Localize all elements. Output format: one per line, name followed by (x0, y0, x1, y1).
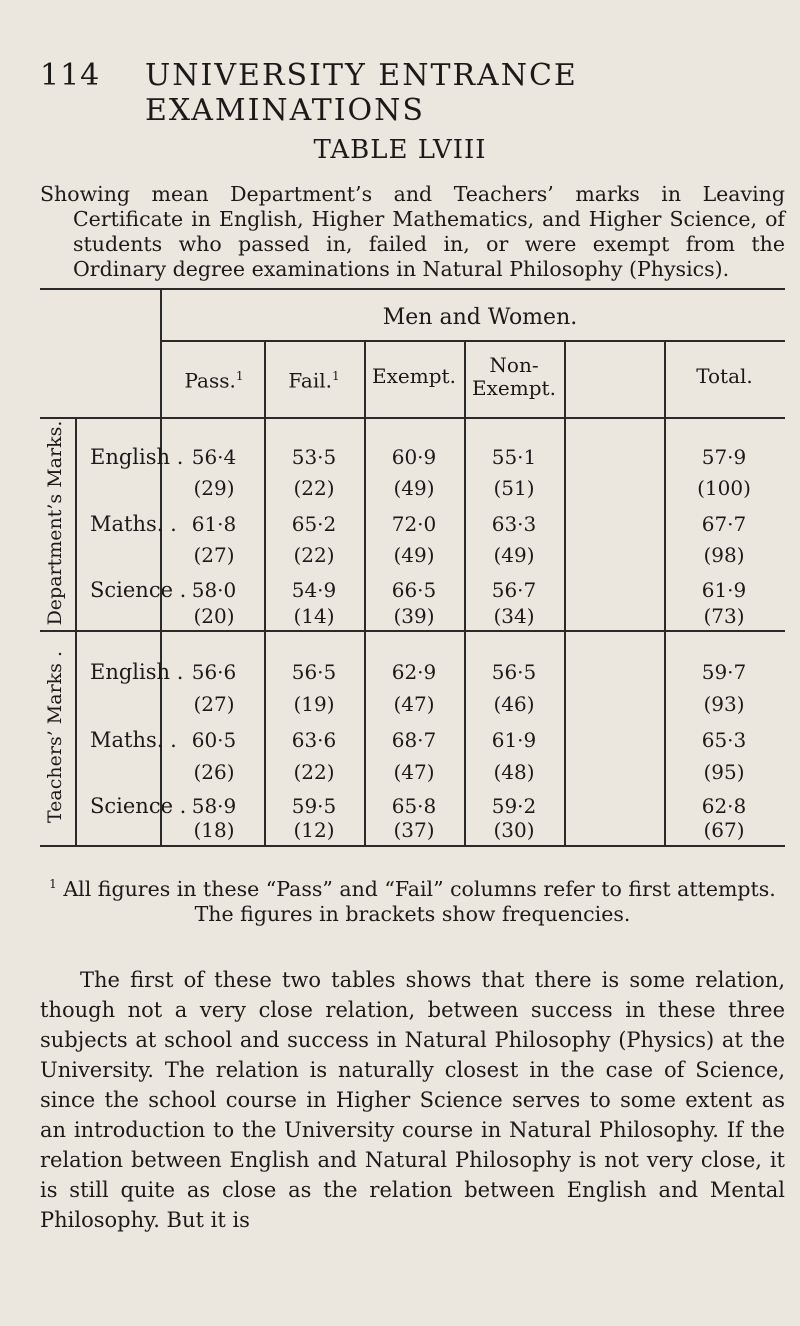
table-cell: 60·9 (391, 445, 437, 469)
side-label-divider (75, 418, 77, 845)
footnote-marker: 1 (235, 369, 244, 383)
freq-cell: (22) (293, 760, 335, 784)
row-label: Science . (90, 578, 187, 602)
col-header-non-exempt (464, 354, 564, 400)
freq-cell: (49) (393, 543, 435, 567)
freq-cell: (20) (193, 604, 235, 628)
table-cell: 59·5 (291, 794, 337, 818)
table-cell: 55·1 (491, 445, 537, 469)
freq-cell: (100) (697, 476, 751, 500)
table-cell: 58·0 (191, 578, 237, 602)
table-cell: 65·3 (701, 728, 747, 752)
freq-cell: (37) (393, 818, 435, 842)
section-label-teachers: Teachers’ Marks . (44, 651, 66, 824)
freq-cell: (93) (703, 692, 745, 716)
freq-cell: (27) (193, 692, 235, 716)
col-non-exempt-line1: Non- (489, 353, 539, 377)
freq-cell: (73) (703, 604, 745, 628)
table-title: TABLE LVIII (313, 135, 487, 165)
col-header-fail (264, 365, 364, 393)
table-cell: 59·7 (701, 660, 747, 684)
freq-cell: (51) (493, 476, 535, 500)
table-cell: 53·5 (291, 445, 337, 469)
table-cell: 58·9 (191, 794, 237, 818)
table-cell: 65·2 (291, 512, 337, 536)
freq-cell: (95) (703, 760, 745, 784)
row-label: English . (90, 445, 184, 469)
col-header-pass (164, 365, 264, 393)
stub-divider (160, 288, 162, 845)
table-cell: 67·7 (701, 512, 747, 536)
table-bottom-rule (40, 845, 785, 847)
freq-cell: (47) (393, 760, 435, 784)
col-fail-label: Fail. (288, 368, 332, 393)
freq-cell: (12) (293, 818, 335, 842)
table-caption (40, 182, 785, 282)
row-label: Science . (90, 794, 187, 818)
table-cell: 56·7 (491, 578, 537, 602)
footnote-marker: 1 (49, 877, 57, 891)
running-title: UNIVERSITY ENTRANCE EXAMINATIONS (145, 58, 578, 128)
col-divider-non-exempt (564, 341, 566, 845)
freq-cell: (98) (703, 543, 745, 567)
row-label: English . (90, 660, 184, 684)
freq-cell: (47) (393, 692, 435, 716)
table-cell: 66·5 (391, 578, 437, 602)
freq-cell: (29) (193, 476, 235, 500)
table-cell: 63·6 (291, 728, 337, 752)
table-cell: 59·2 (491, 794, 537, 818)
table-cell: 57·9 (701, 445, 747, 469)
freq-cell: (26) (193, 760, 235, 784)
table-cell: 56·4 (191, 445, 237, 469)
table-cell: 65·8 (391, 794, 437, 818)
col-divider-total (664, 341, 666, 845)
row-label: Maths. . (90, 512, 177, 536)
freq-cell: (19) (293, 692, 335, 716)
table-footnote (40, 872, 785, 927)
group-header: Men and Women. (382, 305, 578, 330)
freq-cell: (49) (393, 476, 435, 500)
table-cell: 56·6 (191, 660, 237, 684)
section-divider-rule (40, 630, 785, 632)
page-header (40, 58, 800, 128)
body-paragraph: The first of these two tables shows that there is some relation, though not a very close relation, between success in these three subjects at school and success in Natural Philosophy (Physics) at the University. The relation is naturally closest in the case of Science, since the school course in Higher Science serves to some extent as an introduction to the University course in Natural Philosophy. If the relation between English and Natural Philosophy is not very close, it is still quite as close as the relation between English and Mental Philosophy. But it is (40, 968, 785, 1232)
freq-cell: (49) (493, 543, 535, 567)
freq-cell: (67) (703, 818, 745, 842)
table-cell: 62·8 (701, 794, 747, 818)
footnote-text: All figures in these “Pass” and “Fail” columns refer to first attempts. (63, 876, 776, 901)
col-header-exempt: Exempt. (372, 364, 456, 388)
group-header-rule (160, 340, 785, 342)
table-cell: 56·5 (491, 660, 537, 684)
caption-text: Showing mean Department’s and Teachers’ marks in Leaving Certificate in English, Higher Mathematics, and Higher Science, of students who passed in, failed in, or were exempt from the Ordinary degree examinations in Natural Philosophy (Physics). (40, 182, 785, 281)
table-cell: 61·8 (191, 512, 237, 536)
col-pass-label: Pass. (184, 368, 236, 393)
freq-cell: (30) (493, 818, 535, 842)
body-text (40, 965, 785, 1235)
column-header-rule (40, 417, 785, 419)
footnote-marker: 1 (331, 369, 340, 383)
row-label: Maths. . (90, 728, 177, 752)
footnote-line-2: The figures in brackets show frequencies. (194, 901, 631, 926)
freq-cell: (22) (293, 543, 335, 567)
table-cell: 60·5 (191, 728, 237, 752)
footnote-line-1 (40, 872, 785, 902)
section-label-department: Department’s Marks. (44, 420, 66, 626)
table-cell: 56·5 (291, 660, 337, 684)
table-cell: 61·9 (491, 728, 537, 752)
table-cell: 68·7 (391, 728, 437, 752)
freq-cell: (34) (493, 604, 535, 628)
freq-cell: (27) (193, 543, 235, 567)
table-cell: 63·3 (491, 512, 537, 536)
table-cell: 61·9 (701, 578, 747, 602)
page-number: 114 (40, 58, 101, 93)
col-header-total: Total. (696, 364, 753, 388)
table-cell: 62·9 (391, 660, 437, 684)
freq-cell: (22) (293, 476, 335, 500)
freq-cell: (39) (393, 604, 435, 628)
freq-cell: (14) (293, 604, 335, 628)
freq-cell: (18) (193, 818, 235, 842)
col-non-exempt-line2: Exempt. (472, 376, 556, 400)
freq-cell: (48) (493, 760, 535, 784)
freq-cell: (46) (493, 692, 535, 716)
table-top-rule (40, 288, 785, 290)
table-cell: 54·9 (291, 578, 337, 602)
table-cell: 72·0 (391, 512, 437, 536)
